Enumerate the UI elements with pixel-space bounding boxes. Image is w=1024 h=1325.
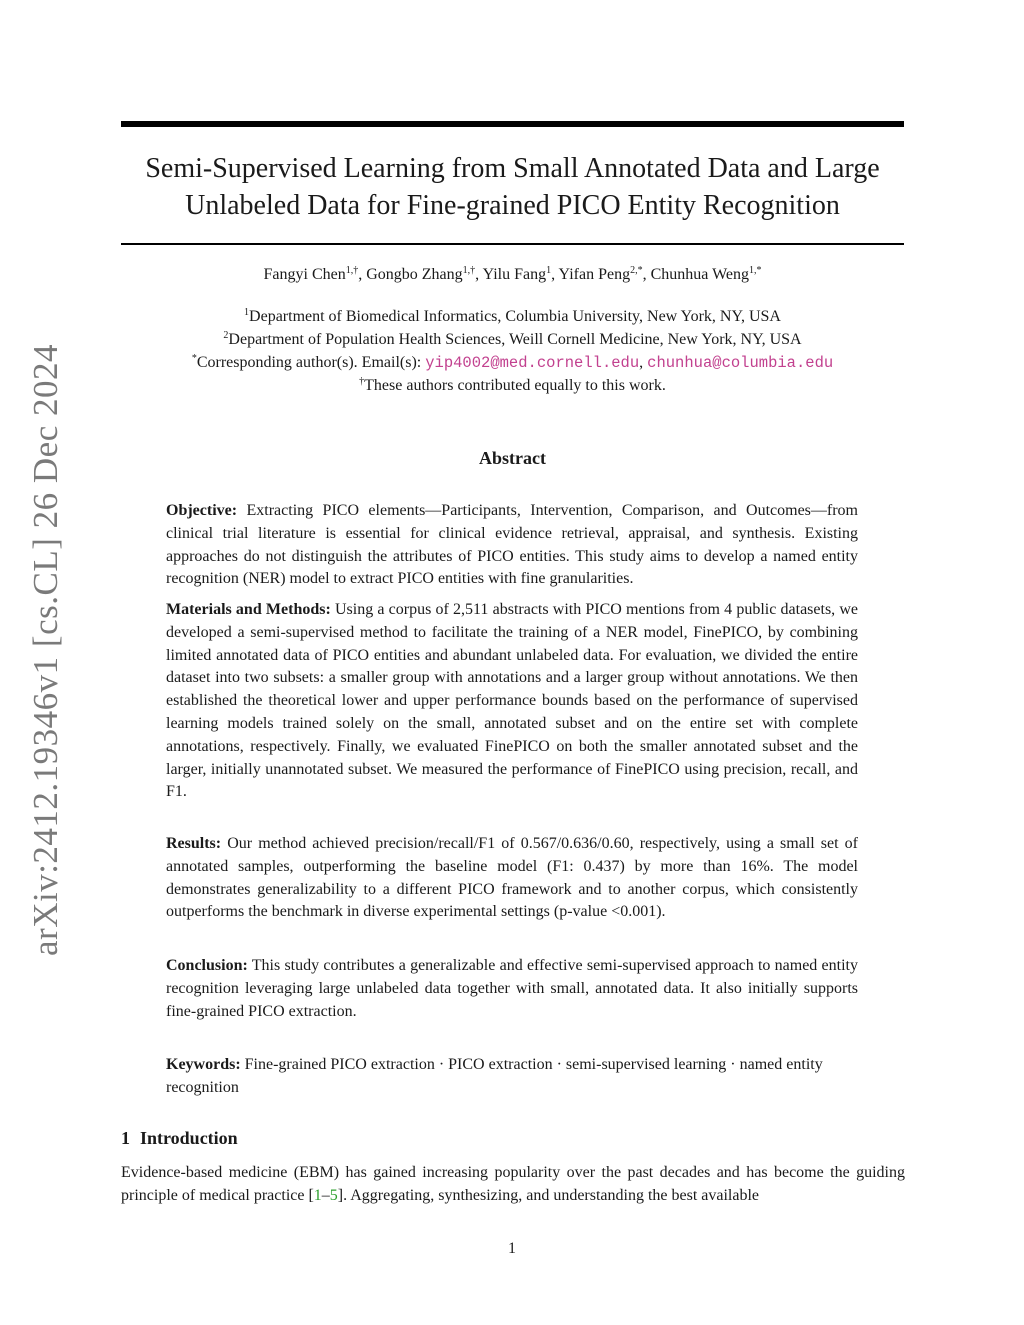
author-affiliation-marker: 1,† <box>462 265 476 276</box>
abstract-results <box>166 833 858 924</box>
objective-text: Extracting PICO elements—Participants, Intervention, Comparison, and Outcomes—from clinical trial literature is essential for clinical evidence retrieval, appraisal, and synthesis. Existing approaches do not distinguish the attributes of PICO entities. This study aims to develop a named entity recognition (NER) model to extract PICO entities with fine granularities. <box>166 502 858 588</box>
title-bottom-rule <box>121 243 904 245</box>
equal-contribution-marker: † <box>359 376 365 387</box>
keywords-label: Keywords: <box>166 1056 241 1073</box>
citation-link[interactable]: 5 <box>329 1187 338 1204</box>
email-link-weng[interactable]: chunhua@columbia.edu <box>647 354 834 372</box>
section-title: Introduction <box>140 1128 238 1148</box>
author-name: Chunhua Weng <box>650 266 749 283</box>
arxiv-identifier-stamp: arXiv:2412.19346v1 [cs.CL] 26 Dec 2024 <box>26 344 65 956</box>
conclusion-label: Conclusion: <box>166 957 248 974</box>
citation-dash: – <box>321 1187 330 1204</box>
title-top-rule <box>121 121 904 127</box>
corresponding-marker: * <box>191 353 197 364</box>
results-text: Our method achieved precision/recall/F1 of 0.567/0.636/0.60, respectively, using a small set of annotated samples, outperforming the baseline model (F1: 0.437) by more than 16%. The model demonstrates generalizability to a different PICO framework and to another corpus, which consistently outperforms the benchmark in diverse experimental settings (p-value <0.001). <box>166 835 859 921</box>
results-label: Results: <box>166 835 222 852</box>
methods-text: Using a corpus of 2,511 abstracts with PICO mentions from 4 public datasets, we developed a semi-supervised method to facilitate the training of a NER model, FinePICO, by combining limited annotated data of PICO entities and abundant unlabeled data. For evaluation, we divided the entire dataset into two subsets: a smaller group with annotations and a larger group without annotations. We then established the theoretical lower and upper performance bounds based on the performance of supervised learning models trained solely on the small, annotated subset and on the entire set with complete annotations, respectively. Finally, we evaluated FinePICO on both the smaller annotated subset and the larger, initially unannotated subset. We measured the performance of FinePICO using precision, recall, and F1. <box>166 601 859 801</box>
author-name: Fangyi Chen <box>263 266 346 283</box>
equal-contribution-note <box>121 377 904 395</box>
equal-contribution-text: These authors contributed equally to this work. <box>364 377 666 394</box>
abstract-heading: Abstract <box>479 448 546 468</box>
keywords <box>166 1054 846 1100</box>
author-name: Gongbo Zhang <box>366 266 463 283</box>
abstract-conclusion <box>166 955 858 1023</box>
intro-text-before: Evidence-based medicine (EBM) has gained increasing popularity over the past decades and has become the guiding principle of medical practice [ <box>121 1164 905 1204</box>
email-link-peng[interactable]: yip4002@med.cornell.edu <box>425 354 640 372</box>
keywords-text: Fine-grained PICO extraction · PICO extraction · semi-supervised learning · named entity recognition <box>166 1056 823 1096</box>
affiliation-2 <box>121 331 904 349</box>
title-line-2: Unlabeled Data for Fine-grained PICO Entity Recognition <box>185 190 840 221</box>
affiliation-marker: 1 <box>244 307 250 318</box>
intro-text-after: ]. Aggregating, synthesizing, and understanding the best available <box>337 1187 760 1204</box>
author-affiliation-marker: 2,* <box>630 265 643 276</box>
author-name: Yifan Peng <box>558 266 631 283</box>
methods-label: Materials and Methods: <box>166 601 331 618</box>
affiliation-text: Department of Biomedical Informatics, Columbia University, New York, NY, USA <box>249 308 781 325</box>
author-list: Fangyi Chen$^{1,\dagger}$, Gongbo Zhang$^{1,\dagger}$, Yilu Fang$^1$, Yifan Peng$^{2,*}$, Chunhua Weng$^{1,*}$ <box>263 265 762 283</box>
affiliation-text: Department of Population Health Sciences, Weill Cornell Medicine, New York, NY, USA <box>228 331 802 348</box>
citation-link[interactable]: 1 <box>313 1187 322 1204</box>
affiliation-marker: 2 <box>223 330 229 341</box>
corresponding-label: Corresponding author(s). Email(s): <box>196 354 422 371</box>
affiliation-1 <box>121 308 904 326</box>
abstract-methods <box>166 599 858 804</box>
author-name: Yilu Fang <box>482 266 547 283</box>
section-number: 1 <box>121 1128 130 1148</box>
page-number: 1 <box>508 1240 516 1257</box>
author-affiliation-marker: 1 <box>546 265 552 276</box>
abstract-objective <box>166 500 858 591</box>
section-heading-introduction <box>121 1128 238 1149</box>
introduction-paragraph <box>121 1161 905 1207</box>
title-line-1: Semi-Supervised Learning from Small Annotated Data and Large <box>145 153 880 184</box>
conclusion-text: This study contributes a generalizable and effective semi-supervised approach to named entity recognition leveraging large unlabeled data together with small, annotated data. It also initially supports fine-grained PICO extraction. <box>166 957 858 1020</box>
author-affiliation-marker: 1,† <box>345 265 359 276</box>
paper-title <box>121 150 904 224</box>
corresponding-authors: *Corresponding author(s). Email(s): yip4002@med.cornell.edu, chunhua@columbia.edu <box>191 353 834 372</box>
objective-label: Objective: <box>166 502 238 519</box>
author-affiliation-marker: 1,* <box>748 265 762 276</box>
